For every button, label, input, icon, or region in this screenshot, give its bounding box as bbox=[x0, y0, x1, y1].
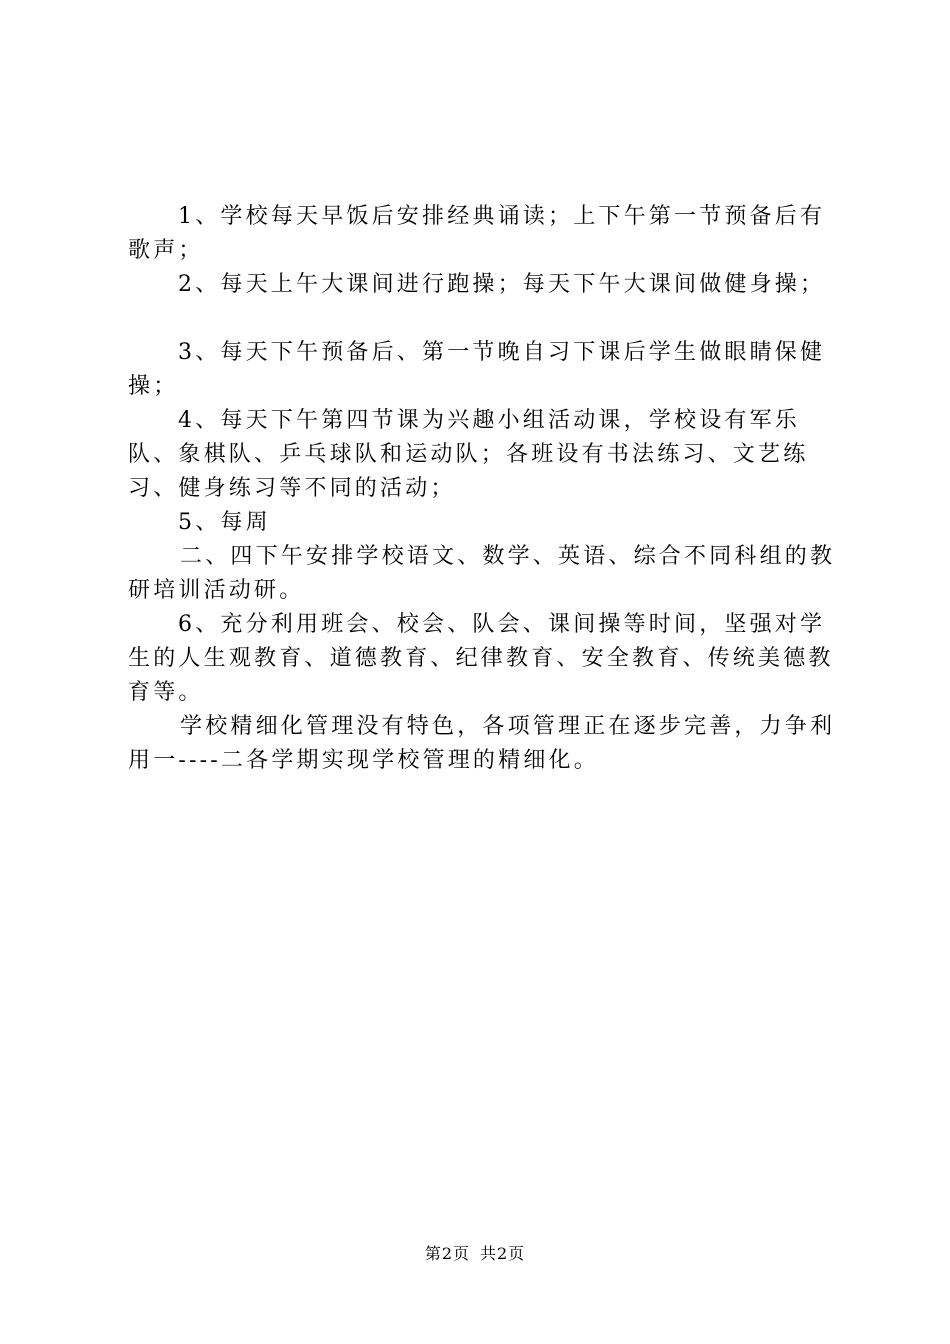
paragraph-7: 6、充分利用班会、校会、队会、课间操等时间，坚强对学生的人生观教育、道德教育、纪律教育、安全教育、传统美德教育等。 bbox=[128, 612, 834, 705]
paragraph-6: 二、四下午安排学校语文、数学、英语、综合不同科组的教研培训活动研。 bbox=[128, 544, 836, 603]
paragraph-2: 2、每天上午大课间进行跑操；每天下午大课间做健身操； bbox=[178, 272, 826, 297]
page-footer bbox=[0, 1244, 950, 1264]
paragraph-8: 学校精细化管理没有特色，各项管理正在逐步完善，力争利用一----二各学期实现学校管理的精细化。 bbox=[128, 714, 836, 773]
document-body bbox=[128, 200, 848, 778]
paragraph-1: 1、学校每天早饭后安排经典诵读；上下午第一节预备后有歌声； bbox=[128, 204, 826, 263]
page-number-total: 共2页 bbox=[480, 1244, 526, 1263]
paragraph-3: 3、每天下午预备后、第一节晚自习下课后学生做眼睛保健操； bbox=[128, 340, 826, 399]
paragraph-4: 4、每天下午第四节课为兴趣小组活动课，学校设有军乐队、象棋队、乒乓球队和运动队；各班设有书法练习、文艺练习、健身练习等不同的活动； bbox=[128, 408, 809, 501]
paragraph-5: 5、每周 bbox=[178, 510, 271, 535]
page-number-current: 第2页 bbox=[424, 1244, 470, 1263]
